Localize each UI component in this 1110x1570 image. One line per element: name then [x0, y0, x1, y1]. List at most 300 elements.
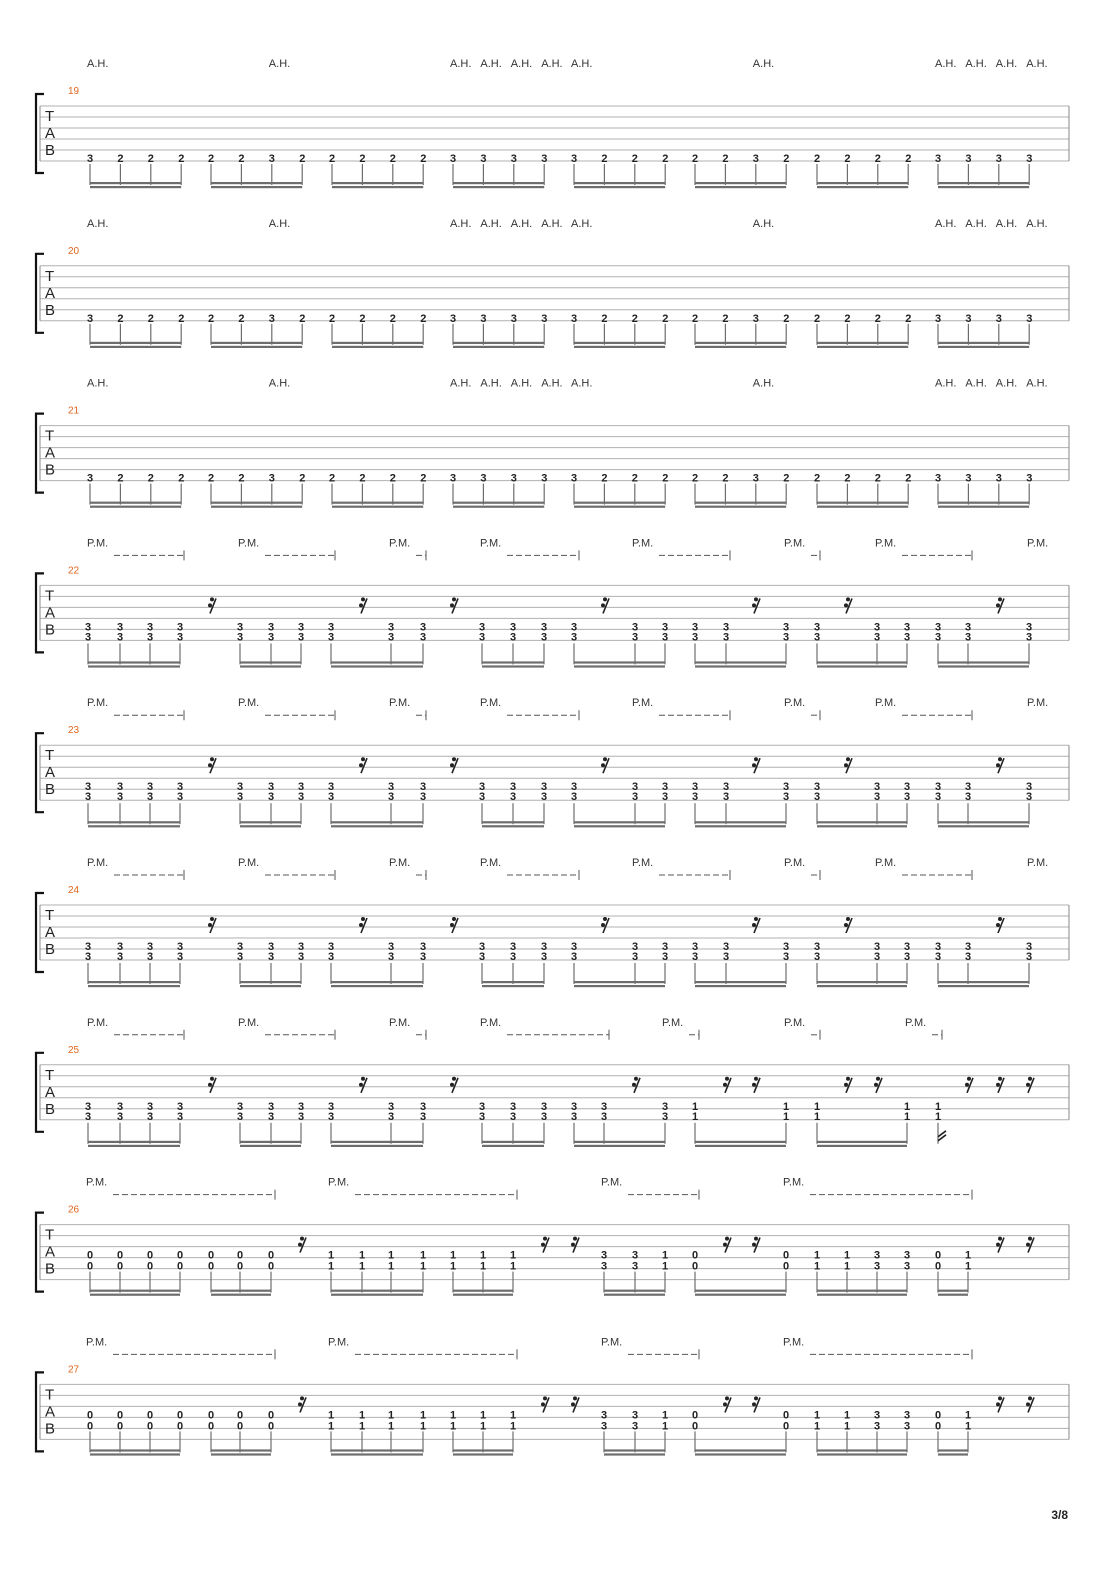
palm-mute-label: P.M.: [87, 697, 109, 710]
artificial-harmonic-label: A.H.: [1026, 377, 1048, 390]
palm-mute-label: P.M.: [238, 537, 260, 550]
fret-number: 3: [571, 472, 578, 485]
fret-number: 3: [147, 1110, 154, 1123]
fret-number: 3: [692, 951, 699, 963]
fret-number: 3: [237, 951, 244, 963]
fret-number: 3: [510, 312, 517, 325]
fret-number: 3: [85, 951, 92, 963]
fret-number: 3: [935, 312, 942, 325]
fret-number: 3: [510, 951, 517, 963]
fret-number: 1: [359, 1260, 366, 1273]
palm-mute-label: P.M.: [328, 1176, 350, 1189]
tab-clef-b: B: [45, 1260, 56, 1278]
fret-number: 0: [87, 1249, 94, 1262]
fret-number: 3: [85, 1100, 92, 1113]
fret-number: 3: [874, 941, 881, 953]
tab-clef-a: A: [45, 1083, 56, 1101]
palm-mute-label: P.M.: [783, 1336, 805, 1349]
fret-number: 2: [389, 153, 396, 165]
fret-number: 3: [479, 1100, 486, 1113]
fret-number: 3: [450, 312, 457, 325]
palm-mute-label: P.M.: [238, 857, 260, 869]
fret-number: 3: [995, 472, 1002, 485]
fret-number: 2: [420, 472, 427, 485]
palm-mute-label: P.M.: [632, 537, 654, 550]
fret-number: 3: [479, 621, 486, 634]
fret-number: 3: [117, 621, 124, 634]
fret-number: 1: [328, 1249, 335, 1262]
artificial-harmonic-label: A.H.: [450, 217, 472, 230]
artificial-harmonic-label: A.H.: [995, 58, 1018, 70]
fret-number: 3: [87, 312, 94, 325]
fret-number: 3: [995, 312, 1002, 325]
tab-clef-t: T: [45, 1386, 55, 1404]
fret-number: 3: [541, 472, 548, 485]
fret-number: 3: [268, 621, 275, 634]
fret-number: 3: [237, 1110, 244, 1123]
fret-number: 2: [389, 312, 396, 325]
fret-number: 3: [601, 1249, 608, 1262]
fret-number: 1: [450, 1420, 457, 1433]
tab-clef-a: A: [45, 924, 56, 941]
fret-number: 0: [268, 1420, 275, 1433]
artificial-harmonic-label: A.H.: [752, 58, 775, 70]
fret-number: 3: [935, 631, 942, 644]
fret-number: 3: [692, 941, 699, 953]
palm-mute-label: P.M.: [480, 1016, 502, 1029]
fret-number: 3: [965, 472, 972, 485]
fret-number: 3: [1026, 153, 1033, 165]
artificial-harmonic-label: A.H.: [995, 377, 1018, 390]
tab-system-21: [36, 378, 1069, 508]
fret-number: 0: [783, 1409, 790, 1422]
fret-number: 3: [147, 781, 154, 794]
tab-clef-b: B: [45, 301, 56, 319]
fret-number: 3: [723, 621, 730, 634]
fret-number: 1: [450, 1260, 457, 1273]
fret-number: 2: [117, 472, 124, 485]
fret-number: 3: [1026, 941, 1033, 953]
fret-number: 3: [480, 153, 487, 165]
fret-number: 3: [450, 153, 457, 165]
fret-number: 1: [904, 1110, 911, 1123]
fret-number: 3: [541, 791, 548, 804]
fret-number: 3: [298, 621, 305, 634]
fret-number: 1: [662, 1249, 669, 1262]
fret-number: 1: [814, 1100, 821, 1113]
fret-number: 3: [541, 1100, 548, 1113]
fret-number: 2: [844, 472, 851, 485]
fret-number: 1: [662, 1260, 669, 1273]
artificial-harmonic-label: A.H.: [1026, 58, 1048, 70]
fret-number: 0: [268, 1409, 275, 1422]
fret-number: 3: [87, 153, 94, 165]
fret-number: 1: [510, 1409, 517, 1422]
fret-number: 3: [328, 1100, 335, 1113]
fret-number: 1: [814, 1260, 821, 1273]
fret-number: 2: [147, 153, 154, 165]
fret-number: 3: [237, 1100, 244, 1113]
fret-number: 3: [85, 1110, 92, 1123]
fret-number: 3: [965, 951, 972, 963]
fret-number: 3: [147, 621, 154, 634]
fret-number: 3: [298, 791, 305, 804]
artificial-harmonic-label: A.H.: [571, 217, 593, 230]
artificial-harmonic-label: A.H.: [87, 217, 109, 230]
fret-number: 3: [388, 951, 395, 963]
fret-number: 3: [479, 941, 486, 953]
fret-number: 3: [541, 1110, 548, 1123]
fret-number: 0: [117, 1260, 124, 1273]
palm-mute-label: P.M.: [875, 697, 897, 710]
fret-number: 3: [298, 951, 305, 963]
fret-number: 3: [298, 781, 305, 794]
fret-number: 3: [177, 631, 184, 644]
fret-number: 0: [208, 1260, 215, 1273]
fret-number: 2: [722, 312, 729, 325]
artificial-harmonic-label: A.H.: [450, 58, 472, 70]
fret-number: 0: [692, 1420, 699, 1433]
fret-number: 3: [479, 791, 486, 804]
fret-number: 3: [632, 951, 639, 963]
fret-number: 3: [874, 621, 881, 634]
fret-number: 0: [87, 1409, 94, 1422]
tab-clef-b: B: [45, 941, 56, 958]
artificial-harmonic-label: A.H.: [541, 217, 563, 230]
fret-number: 3: [85, 781, 92, 794]
fret-number: 3: [935, 472, 942, 485]
fret-number: 3: [662, 631, 669, 644]
fret-number: 3: [632, 781, 639, 794]
fret-number: 2: [208, 312, 215, 325]
fret-number: 3: [965, 791, 972, 804]
artificial-harmonic-label: A.H.: [541, 58, 563, 70]
fret-number: 1: [814, 1249, 821, 1262]
fret-number: 3: [601, 1260, 608, 1273]
fret-number: 3: [1026, 791, 1033, 804]
fret-number: 3: [632, 621, 639, 634]
fret-number: 3: [117, 631, 124, 644]
fret-number: 3: [420, 941, 427, 953]
artificial-harmonic-label: A.H.: [268, 58, 291, 70]
fret-number: 0: [117, 1249, 124, 1262]
fret-number: 3: [904, 1260, 911, 1273]
palm-mute-label: P.M.: [1027, 697, 1049, 710]
fret-number: 3: [328, 1110, 335, 1123]
fret-number: 3: [147, 951, 154, 963]
fret-number: 3: [935, 621, 942, 634]
fret-number: 3: [874, 951, 881, 963]
fret-number: 3: [874, 631, 881, 644]
fret-number: 0: [268, 1249, 275, 1262]
fret-number: 3: [117, 1110, 124, 1123]
fret-number: 3: [904, 1420, 911, 1433]
fret-number: 3: [601, 1100, 608, 1113]
fret-number: 1: [388, 1260, 395, 1273]
fret-number: 2: [299, 472, 306, 485]
fret-number: 3: [541, 951, 548, 963]
fret-number: 3: [571, 153, 578, 165]
fret-number: 2: [692, 153, 699, 165]
fret-number: 3: [268, 1110, 275, 1123]
fret-number: 3: [662, 941, 669, 953]
palm-mute-label: P.M.: [784, 697, 806, 710]
palm-mute-label: P.M.: [875, 537, 897, 550]
palm-mute-label: P.M.: [389, 537, 411, 550]
fret-number: 3: [328, 951, 335, 963]
fret-number: 0: [935, 1409, 942, 1422]
fret-number: 3: [783, 941, 790, 953]
fret-number: 1: [480, 1420, 487, 1433]
artificial-harmonic-label: A.H.: [935, 377, 957, 390]
tab-system-26: [36, 1177, 1069, 1296]
fret-number: 3: [935, 941, 942, 953]
artificial-harmonic-label: A.H.: [965, 377, 987, 390]
fret-number: 2: [147, 312, 154, 325]
fret-number: 0: [208, 1409, 215, 1422]
fret-number: 2: [359, 312, 366, 325]
fret-number: 3: [752, 312, 759, 325]
fret-number: 3: [85, 791, 92, 804]
fret-number: 3: [874, 1420, 881, 1433]
fret-number: 2: [874, 312, 881, 325]
fret-number: 3: [237, 621, 244, 634]
fret-number: 2: [783, 153, 790, 165]
fret-number: 3: [510, 631, 517, 644]
fret-number: 3: [995, 153, 1002, 165]
tab-system-27: [36, 1336, 1069, 1455]
fret-number: 3: [237, 941, 244, 953]
tab-clef-t: T: [45, 1226, 55, 1244]
fret-number: 3: [298, 1110, 305, 1123]
palm-mute-label: P.M.: [238, 697, 260, 710]
fret-number: 3: [632, 941, 639, 953]
fret-number: 3: [510, 1100, 517, 1113]
fret-number: 3: [237, 631, 244, 644]
fret-number: 3: [388, 791, 395, 804]
fret-number: 3: [117, 941, 124, 953]
fret-number: 2: [905, 153, 912, 165]
fret-number: 1: [450, 1409, 457, 1422]
fret-number: 0: [87, 1420, 94, 1433]
artificial-harmonic-label: A.H.: [752, 217, 775, 230]
fret-number: 0: [935, 1249, 942, 1262]
artificial-harmonic-label: A.H.: [935, 217, 957, 230]
tab-clef-b: B: [45, 1100, 56, 1118]
fret-number: 0: [117, 1420, 124, 1433]
fret-number: 3: [965, 153, 972, 165]
fret-number: 2: [359, 153, 366, 165]
tab-clef-b: B: [45, 781, 56, 799]
fret-number: 3: [783, 791, 790, 804]
artificial-harmonic-label: A.H.: [450, 377, 472, 390]
palm-mute-label: P.M.: [662, 1016, 684, 1029]
fret-number: 3: [874, 1409, 881, 1422]
fret-number: 3: [723, 781, 730, 794]
palm-mute-label: P.M.: [1027, 537, 1049, 550]
fret-number: 3: [298, 631, 305, 644]
tab-clef-a: A: [45, 1243, 56, 1261]
fret-number: 3: [874, 791, 881, 804]
tab-clef-b: B: [45, 142, 56, 159]
measure-number: 20: [68, 245, 80, 257]
fret-number: 3: [662, 951, 669, 963]
fret-number: 3: [571, 1110, 578, 1123]
fret-number: 2: [874, 153, 881, 165]
tab-clef-a: A: [45, 284, 56, 302]
fret-number: 3: [420, 621, 427, 634]
fret-number: 2: [208, 472, 215, 485]
fret-number: 1: [450, 1249, 457, 1262]
fret-number: 3: [541, 781, 548, 794]
palm-mute-label: P.M.: [1027, 857, 1049, 869]
fret-number: 2: [420, 153, 427, 165]
fret-number: 2: [329, 472, 336, 485]
palm-mute-label: P.M.: [875, 857, 897, 869]
fret-number: 1: [814, 1420, 821, 1433]
fret-number: 0: [147, 1409, 154, 1422]
fret-number: 3: [904, 621, 911, 634]
fret-number: 0: [237, 1420, 244, 1433]
fret-number: 1: [359, 1249, 366, 1262]
artificial-harmonic-label: A.H.: [571, 58, 593, 70]
fret-number: 0: [117, 1409, 124, 1422]
fret-number: 1: [420, 1420, 427, 1433]
fret-number: 3: [571, 631, 578, 644]
palm-mute-label: P.M.: [601, 1336, 623, 1349]
fret-number: 3: [965, 781, 972, 794]
fret-number: 2: [631, 312, 638, 325]
fret-number: 2: [905, 472, 912, 485]
fret-number: 3: [662, 791, 669, 804]
fret-number: 3: [935, 791, 942, 804]
fret-number: 3: [298, 941, 305, 953]
fret-number: 3: [117, 1100, 124, 1113]
fret-number: 2: [722, 472, 729, 485]
fret-number: 3: [147, 1100, 154, 1113]
artificial-harmonic-label: A.H.: [965, 58, 987, 70]
fret-number: 0: [177, 1420, 184, 1433]
fret-number: 0: [147, 1420, 154, 1433]
fret-number: 3: [147, 631, 154, 644]
fret-number: 0: [783, 1260, 790, 1273]
fret-number: 2: [601, 153, 608, 165]
fret-number: 0: [147, 1260, 154, 1273]
fret-number: 3: [571, 791, 578, 804]
page-number: 3/8: [1051, 1508, 1068, 1522]
fret-number: 3: [904, 791, 911, 804]
artificial-harmonic-label: A.H.: [480, 377, 502, 390]
fret-number: 1: [420, 1249, 427, 1262]
fret-number: 3: [328, 631, 335, 644]
fret-number: 3: [268, 1100, 275, 1113]
tab-system-19: [36, 58, 1069, 188]
fret-number: 3: [420, 791, 427, 804]
artificial-harmonic-label: A.H.: [1026, 217, 1048, 230]
fret-number: 1: [510, 1249, 517, 1262]
fret-number: 3: [328, 791, 335, 804]
fret-number: 3: [510, 621, 517, 634]
fret-number: 2: [117, 153, 124, 165]
palm-mute-label: P.M.: [87, 537, 109, 550]
fret-number: 3: [117, 791, 124, 804]
fret-number: 2: [814, 153, 821, 165]
tab-clef-b: B: [45, 621, 56, 639]
fret-number: 3: [601, 1420, 608, 1433]
fret-number: 3: [177, 781, 184, 794]
fret-number: 1: [388, 1409, 395, 1422]
palm-mute-label: P.M.: [87, 857, 109, 869]
fret-number: 3: [479, 1110, 486, 1123]
fret-number: 3: [662, 621, 669, 634]
palm-mute-label: P.M.: [905, 1016, 927, 1029]
fret-number: 3: [479, 631, 486, 644]
fret-number: 0: [783, 1249, 790, 1262]
fret-number: 3: [723, 951, 730, 963]
palm-mute-label: P.M.: [389, 1016, 411, 1029]
fret-number: 2: [662, 312, 669, 325]
fret-number: 0: [783, 1420, 790, 1433]
fret-number: 2: [117, 312, 124, 325]
fret-number: 1: [844, 1420, 851, 1433]
fret-number: 1: [814, 1409, 821, 1422]
artificial-harmonic-label: A.H.: [995, 217, 1018, 230]
fret-number: 1: [662, 1420, 669, 1433]
fret-number: 1: [480, 1409, 487, 1422]
fret-number: 3: [328, 941, 335, 953]
measure-number: 23: [68, 725, 80, 737]
fret-number: 3: [904, 941, 911, 953]
artificial-harmonic-label: A.H.: [752, 377, 775, 390]
fret-number: 3: [268, 941, 275, 953]
fret-number: 3: [268, 312, 275, 325]
fret-number: 1: [510, 1420, 517, 1433]
fret-number: 2: [662, 153, 669, 165]
tab-clef-t: T: [45, 108, 55, 125]
fret-number: 3: [814, 781, 821, 794]
fret-number: 3: [268, 951, 275, 963]
palm-mute-label: P.M.: [389, 857, 411, 869]
fret-number: 3: [601, 1110, 608, 1123]
tab-clef-t: T: [45, 907, 55, 924]
fret-number: 3: [420, 781, 427, 794]
fret-number: 3: [117, 781, 124, 794]
fret-number: 3: [752, 472, 759, 485]
fret-number: 3: [85, 621, 92, 634]
fret-number: 3: [662, 781, 669, 794]
artificial-harmonic-label: A.H.: [510, 377, 533, 390]
fret-number: 3: [571, 621, 578, 634]
fret-number: 3: [237, 781, 244, 794]
fret-number: 1: [844, 1249, 851, 1262]
fret-number: 3: [965, 941, 972, 953]
tab-clef-a: A: [45, 604, 56, 622]
fret-number: 3: [632, 1249, 639, 1262]
fret-number: 1: [965, 1409, 972, 1422]
fret-number: 2: [631, 153, 638, 165]
fret-number: 3: [662, 1110, 669, 1123]
fret-number: 2: [389, 472, 396, 485]
fret-number: 1: [844, 1409, 851, 1422]
fret-number: 2: [329, 153, 336, 165]
fret-number: 3: [814, 941, 821, 953]
tab-clef-a: A: [45, 1403, 56, 1421]
fret-number: 0: [177, 1409, 184, 1422]
fret-number: 2: [299, 312, 306, 325]
fret-number: 1: [814, 1110, 821, 1123]
fret-number: 3: [692, 781, 699, 794]
fret-number: 3: [571, 1100, 578, 1113]
